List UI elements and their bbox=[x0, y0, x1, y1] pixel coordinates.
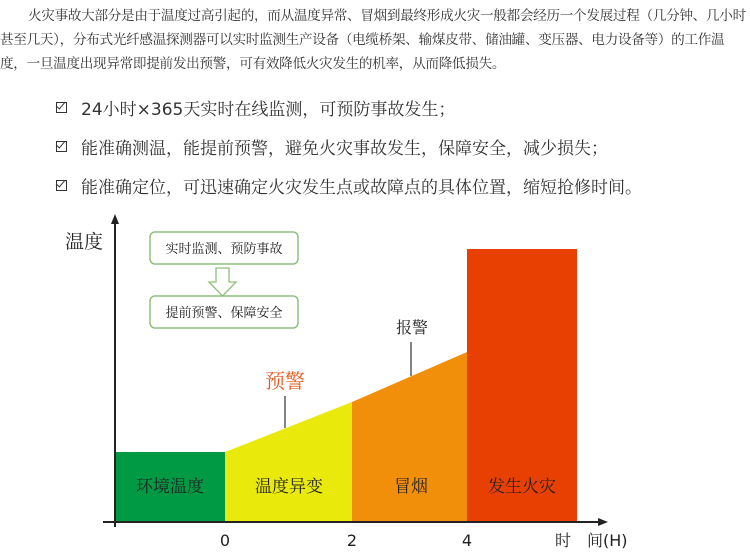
alarm-label: 报警 bbox=[395, 318, 429, 337]
x-tick: 4 bbox=[461, 531, 473, 550]
feature-text: 能准确测温，能提前预警，避免火灾事故发生，保障安全，减少损失； bbox=[81, 139, 608, 159]
stage-label: 冒烟 bbox=[394, 477, 428, 497]
stage-label: 发生火灾 bbox=[488, 477, 556, 497]
feature-text: 24小时×365天实时在线监测，可预防事故发生； bbox=[81, 100, 456, 120]
stage-label: 温度异变 bbox=[255, 477, 323, 497]
info-box-bottom-text: 提前预警、保障安全 bbox=[165, 306, 283, 321]
intro-text: 火灾事故大部分是由于温度过高引起的，而从温度异常、冒烟到最终形成火灾一般都会经历一个发展过程（几分钟、几小时甚至几天），分布式光纤感温探测器可以实时监测生产设备（电缆桥架、输煤皮带、储油罐、变压器、电力设备等）的工作温度，一旦温度出现异常即提前发出预警，可有效降低火灾发生的机率，从而降低损失。 bbox=[0, 8, 746, 72]
stage-label: 环境温度 bbox=[136, 477, 204, 497]
x-tick: 2 bbox=[346, 531, 358, 550]
y-axis-label: 温度 bbox=[65, 231, 104, 253]
x-tick: 0 bbox=[219, 531, 231, 550]
x-axis-arrow-icon bbox=[598, 518, 608, 526]
warning-label: 预警 bbox=[265, 369, 305, 393]
y-axis-arrow-icon bbox=[111, 214, 119, 224]
stage-abnormal bbox=[225, 402, 352, 522]
down-arrow-icon bbox=[209, 268, 236, 296]
info-box-top-text: 实时监测、预防事故 bbox=[165, 242, 283, 257]
x-axis-label: 时 间(H) bbox=[555, 531, 628, 550]
feature-text: 能准确定位，可迅速确定火灾发生点或故障点的具体位置，缩短抢修时间。 bbox=[81, 178, 642, 198]
